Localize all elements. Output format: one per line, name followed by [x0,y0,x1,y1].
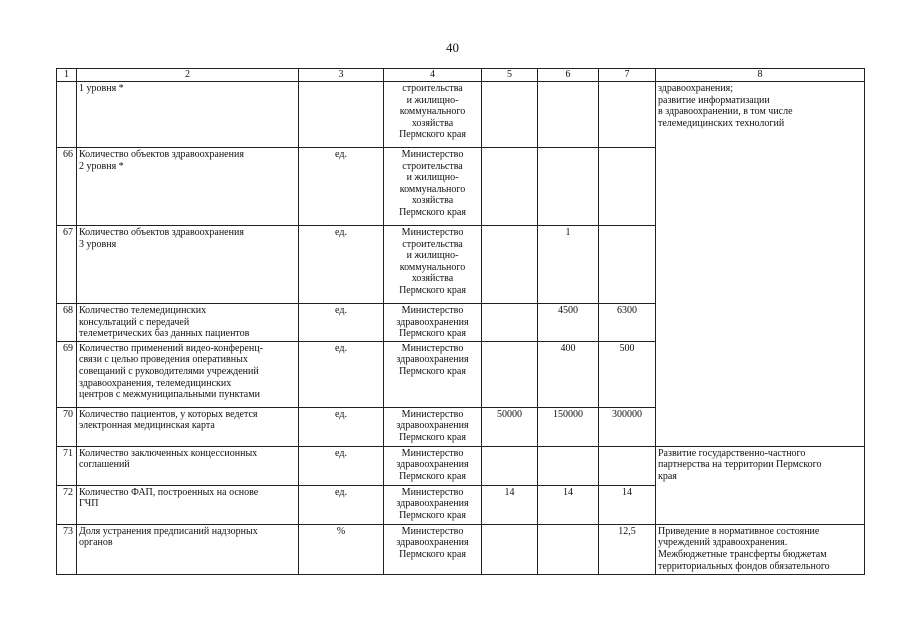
table-row [57,446,865,485]
value-col-7: 6300 [599,304,656,342]
unit-of-measure: ед. [299,148,384,226]
row-number: 67 [57,226,77,304]
row-number: 69 [57,341,77,407]
value-col-6: 14 [538,485,599,524]
column-header: 5 [482,69,538,82]
row-number: 70 [57,407,77,446]
value-col-6 [538,446,599,485]
value-col-5 [482,446,538,485]
column-header: 6 [538,69,599,82]
value-col-5 [482,226,538,304]
value-col-5 [482,341,538,407]
responsible-executor: Министерство здравоохранения Пермского края [384,341,482,407]
activity-description: Развитие государственно-частного партнерства на территории Пермского края [656,446,865,524]
unit-of-measure: ед. [299,407,384,446]
unit-of-measure: ед. [299,226,384,304]
indicator-name: Количество телемедицинских консультаций с передачей телеметрических баз данных пациентов [77,304,299,342]
indicator-name: Количество объектов здравоохранения 3 уровня [77,226,299,304]
unit-of-measure: ед. [299,446,384,485]
column-header: 1 [57,69,77,82]
value-col-6: 1 [538,226,599,304]
column-header: 7 [599,69,656,82]
indicator-name: 1 уровня * [77,82,299,148]
value-col-7 [599,148,656,226]
row-number: 66 [57,148,77,226]
row-number: 68 [57,304,77,342]
value-col-5: 50000 [482,407,538,446]
unit-of-measure [299,82,384,148]
indicator-name: Количество пациентов, у которых ведется электронная медицинская карта [77,407,299,446]
value-col-7: 14 [599,485,656,524]
unit-of-measure: ед. [299,485,384,524]
value-col-7: 300000 [599,407,656,446]
unit-of-measure: ед. [299,341,384,407]
indicator-name: Количество объектов здравоохранения 2 уровня * [77,148,299,226]
column-header: 3 [299,69,384,82]
indicator-name: Доля устранения предписаний надзорных органов [77,524,299,574]
column-header: 4 [384,69,482,82]
value-col-6 [538,82,599,148]
value-col-6: 150000 [538,407,599,446]
header-row [57,69,865,82]
value-col-7 [599,82,656,148]
column-header: 8 [656,69,865,82]
row-number [57,82,77,148]
responsible-executor: Министерство здравоохранения Пермского края [384,446,482,485]
page-number: 40 [446,40,459,55]
responsible-executor: Министерство здравоохранения Пермского края [384,524,482,574]
unit-of-measure: ед. [299,304,384,342]
responsible-executor: Министерство строительства и жилищно- коммунального хозяйства Пермского края [384,226,482,304]
table-row [57,524,865,574]
responsible-executor: Министерство здравоохранения Пермского края [384,407,482,446]
value-col-6 [538,148,599,226]
value-col-7 [599,446,656,485]
row-number: 71 [57,446,77,485]
value-col-7: 12,5 [599,524,656,574]
value-col-5 [482,82,538,148]
responsible-executor: Министерство здравоохранения Пермского края [384,485,482,524]
row-number: 73 [57,524,77,574]
value-col-7 [599,226,656,304]
responsible-executor: Министерство здравоохранения Пермского края [384,304,482,342]
unit-of-measure: % [299,524,384,574]
row-number: 72 [57,485,77,524]
value-col-5 [482,304,538,342]
responsible-executor: строительства и жилищно- коммунального хозяйства Пермского края [384,82,482,148]
value-col-6 [538,524,599,574]
indicator-name: Количество ФАП, построенных на основе ГЧП [77,485,299,524]
data-table [56,68,865,575]
indicator-name: Количество применений видео-конференц- связи с целью проведения оперативных совещаний с руководителями учреждений здравоохранения, телемедицинских центров с межмуниципальными пунктами [77,341,299,407]
value-col-6: 400 [538,341,599,407]
value-col-7: 500 [599,341,656,407]
value-col-5 [482,148,538,226]
responsible-executor: Министерство строительства и жилищно- коммунального хозяйства Пермского края [384,148,482,226]
value-col-5: 14 [482,485,538,524]
indicator-name: Количество заключенных концессионных соглашений [77,446,299,485]
value-col-5 [482,524,538,574]
table-row [57,82,865,148]
column-header: 2 [77,69,299,82]
value-col-6: 4500 [538,304,599,342]
activity-description: здравоохранения; развитие информатизации в здравоохранении, в том числе телемедицинских технологий [656,82,865,447]
activity-description: Приведение в нормативное состояние учреждений здравоохранения. Межбюджетные трансферты бюджетам территориальных фондов обязательного [656,524,865,574]
